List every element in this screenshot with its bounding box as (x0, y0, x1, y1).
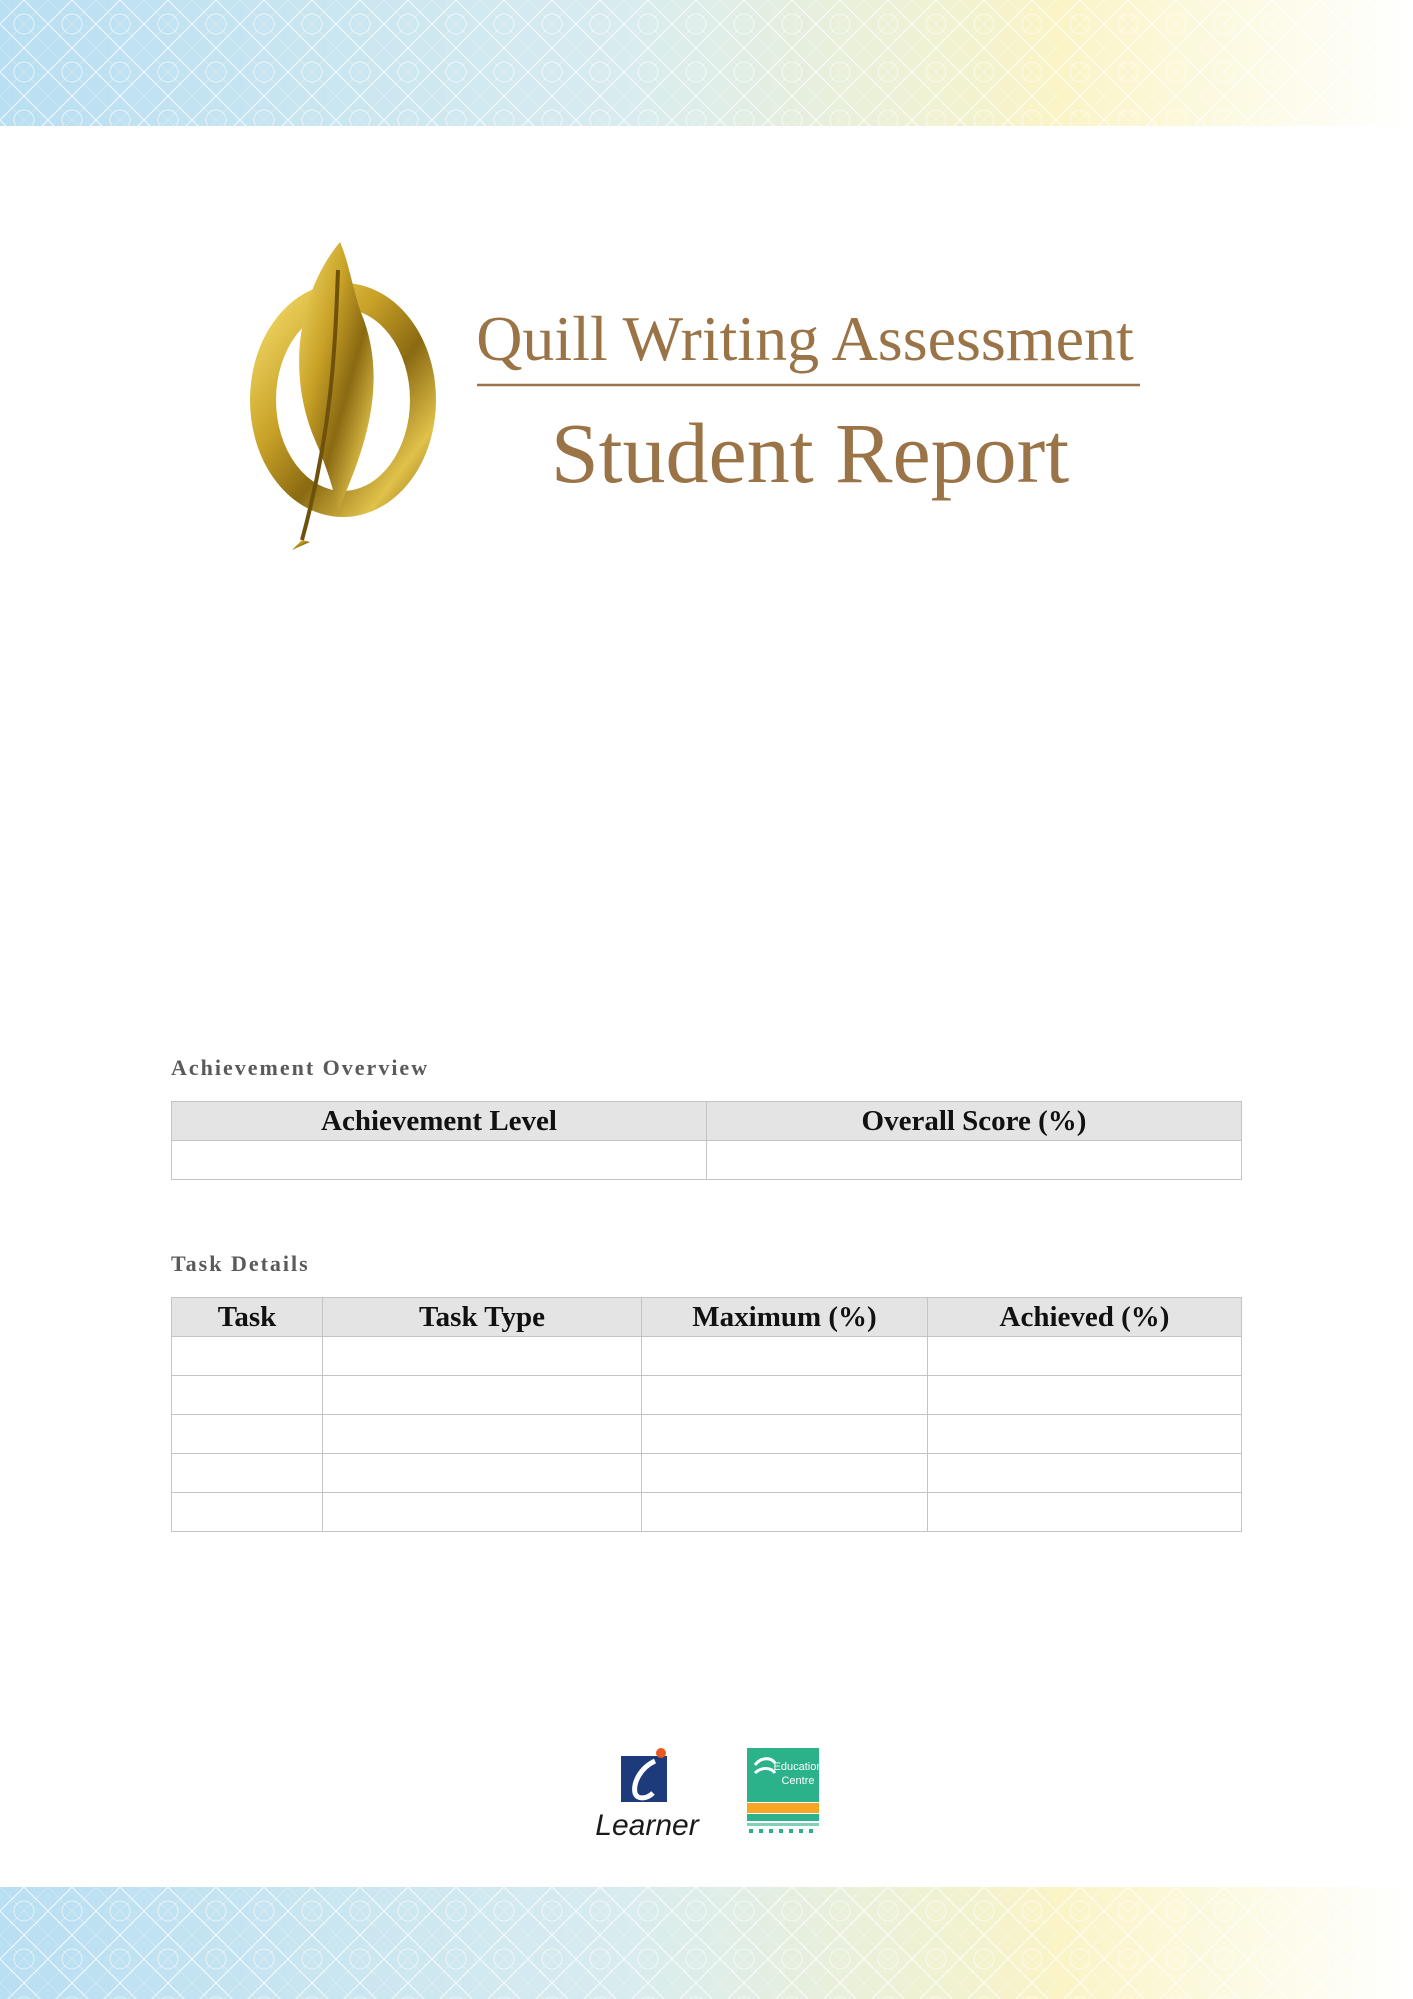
table-cell (323, 1493, 642, 1532)
table-cell (642, 1376, 928, 1415)
table-cell (928, 1493, 1242, 1532)
quill-assessment-logo (240, 230, 1140, 550)
column-header: Maximum (%) (642, 1298, 928, 1337)
table-cell (928, 1454, 1242, 1493)
table-cell (642, 1493, 928, 1532)
table-cell (323, 1454, 642, 1493)
learner-logo-icon (595, 1748, 699, 1842)
table-cell (642, 1337, 928, 1376)
header-line-2: Student Report (550, 405, 1070, 501)
table-row (172, 1141, 1242, 1180)
education-centre-logo-icon (747, 1748, 822, 1833)
centre-logo-line-2: Centre (781, 1775, 815, 1787)
bottom-decorative-band (0, 1887, 1413, 1999)
column-header: Achieved (%) (928, 1298, 1242, 1337)
table-cell (172, 1454, 323, 1493)
table-cell (323, 1415, 642, 1454)
table-cell (323, 1376, 642, 1415)
column-header: Achievement Level (172, 1102, 707, 1141)
table-header-row (172, 1102, 1242, 1141)
task-details-label: Task Details (171, 1251, 310, 1276)
centre-logo-line-1: Education (773, 1761, 823, 1773)
table-row (172, 1493, 1242, 1532)
footer-logos (585, 1743, 825, 1843)
task-details-table (171, 1297, 1242, 1532)
top-decorative-band (0, 0, 1413, 126)
table-row (172, 1376, 1242, 1415)
header-line-1: Quill Writing Assessment (476, 303, 1134, 374)
column-header: Task Type (323, 1298, 642, 1337)
table-header-row (172, 1298, 1242, 1337)
table-cell (172, 1337, 323, 1376)
table-cell (642, 1454, 928, 1493)
table-cell (642, 1415, 928, 1454)
achievement-overview-table (171, 1101, 1242, 1180)
quill-feather-icon (263, 242, 423, 550)
achievement-overview-label: Achievement Overview (171, 1055, 430, 1080)
table-cell (172, 1415, 323, 1454)
table-row (172, 1454, 1242, 1493)
table-row (172, 1415, 1242, 1454)
table-cell (928, 1376, 1242, 1415)
table-cell (928, 1415, 1242, 1454)
table-row (172, 1337, 1242, 1376)
table-cell (172, 1493, 323, 1532)
table-cell (928, 1337, 1242, 1376)
table-cell (323, 1337, 642, 1376)
table-cell (172, 1141, 707, 1180)
learner-logo-text: Learner (595, 1809, 699, 1842)
column-header: Task (172, 1298, 323, 1337)
table-cell (172, 1376, 323, 1415)
column-header: Overall Score (%) (707, 1102, 1242, 1141)
table-cell (707, 1141, 1242, 1180)
